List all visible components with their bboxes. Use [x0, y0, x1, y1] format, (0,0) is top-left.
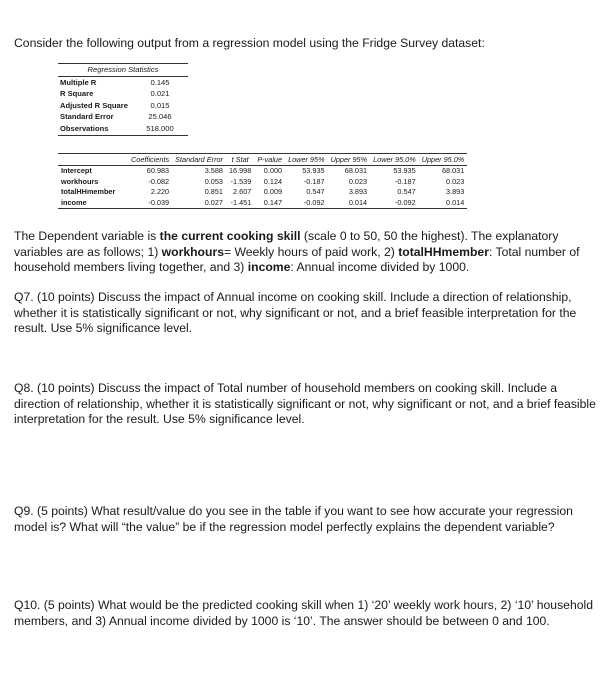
coef-header: t Stat: [226, 154, 254, 166]
stats-caption: Regression Statistics: [58, 64, 188, 77]
coef-cell: 0.053: [204, 176, 223, 186]
coef-row-label: Intercept: [61, 166, 92, 175]
coef-cell: -0.039: [128, 198, 172, 209]
coef-row: [58, 198, 467, 209]
coef-cell: 3.588: [204, 166, 223, 175]
coef-header: Upper 95.0%: [419, 154, 468, 166]
coef-cell: -0.092: [370, 198, 419, 209]
coef-header: Coefficients: [128, 154, 172, 166]
regression-statistics-table: [58, 63, 188, 136]
coef-cell: 2.607: [233, 187, 252, 196]
coef-row: [58, 177, 467, 188]
coef-cell: 68.031: [344, 166, 368, 175]
income-name: income: [247, 260, 291, 275]
coef-cell: 53.935: [302, 166, 325, 175]
stats-row: [58, 111, 188, 123]
question-7: Q7. (10 points) Discuss the impact of Annual income on cooking skill. Include a direction of relationship, whether it is statistically significant or not, why significant or not, and a brief feasible interpretation for the result. Use 5% significance level.: [14, 290, 577, 336]
coef-cell: 3.893: [446, 187, 465, 196]
coef-header: Lower 95%: [285, 154, 328, 166]
coef-header-blank: [58, 154, 128, 166]
coef-cell: -1.451: [226, 198, 254, 209]
stats-value: 0.145: [150, 77, 170, 87]
coef-cell: 0.014: [419, 198, 468, 209]
stats-label: Observations: [58, 123, 132, 135]
coef-cell: 0.000: [263, 166, 283, 175]
stats-label: Adjusted R Square: [60, 100, 128, 110]
coef-cell: 0.023: [446, 176, 465, 186]
coef-header: Standard Error: [172, 154, 226, 166]
description-text: (scale 0 to 50, 50 the highest). The explanatory variables are as follows; 1): [14, 229, 559, 259]
coef-cell: 0.009: [263, 187, 283, 196]
description-text: = Weekly hours of paid work, 2): [223, 244, 399, 259]
coef-row: [58, 187, 467, 198]
coef-cell: -0.187: [303, 176, 325, 186]
coef-cell: 68.031: [441, 166, 465, 175]
variable-description: [14, 229, 598, 276]
coef-cell: 53.935: [393, 166, 416, 175]
coef-cell: 0.147: [254, 198, 285, 209]
coef-row: [58, 166, 467, 177]
coef-cell: 0.023: [348, 176, 368, 186]
stats-value: 25.046: [148, 112, 172, 122]
stats-row: [58, 76, 188, 88]
description-text: The Dependent variable is: [14, 229, 160, 243]
stats-label: R Square: [60, 89, 94, 99]
stats-row: [58, 123, 188, 135]
coef-cell: 60.983: [146, 166, 170, 175]
question-9: Q9. (5 points) What result/value do you see in the table if you want to see how accurate your regression model is? What will “the value” be if the regression model perfectly explains the dependent variable?: [14, 504, 573, 534]
coef-header: Lower 95.0%: [370, 154, 419, 166]
coef-row-label: workhours: [61, 176, 99, 186]
coef-cell: 0.014: [328, 198, 371, 209]
workhours-name: workhours: [161, 244, 224, 259]
stats-value: 518.000: [132, 123, 188, 135]
question-10: Q10. (5 points) What would be the predicted cooking skill when 1) ‘20’ weekly work hours, 2) ‘10’ household members, and 3) Annual income divided by 1000 is ‘10’. The answer should be between 0 and 100.: [14, 598, 593, 628]
coef-cell: 0.027: [172, 198, 226, 209]
coef-cell: 0.851: [204, 187, 223, 196]
coef-header: Upper 95%: [328, 154, 371, 166]
stats-row: [58, 100, 188, 112]
stats-row: [58, 88, 188, 100]
coef-header: P-value: [254, 154, 285, 166]
stats-value: 0.015: [150, 100, 170, 110]
coef-cell: -0.082: [148, 176, 170, 186]
coef-cell: 0.124: [263, 176, 283, 186]
stats-label: Standard Error: [60, 112, 114, 122]
coef-cell: 0.547: [397, 187, 416, 196]
coef-cell: 2.220: [150, 187, 170, 196]
intro-text: Consider the following output from a regression model using the Fridge Survey dataset:: [14, 36, 485, 50]
coef-cell: 3.893: [348, 187, 368, 196]
coef-header-row: [58, 154, 467, 166]
stats-value: 0.021: [150, 89, 170, 99]
question-8: Q8. (10 points) Discuss the impact of Total number of household members on cooking skill. Include a direction of relationship, whether it is statistically significant or not, why significant or not, and a brief feasible interpretation for the result. Use 5% significance level.: [14, 381, 596, 427]
coef-row-label: income: [58, 198, 128, 209]
coef-row-label: totalHHmember: [61, 187, 116, 196]
coef-cell: -0.092: [285, 198, 328, 209]
coef-cell: 16.998: [228, 166, 252, 175]
coef-cell: 0.547: [306, 187, 325, 196]
description-text: : Total number of household members living together, and 3): [14, 244, 580, 275]
totalhhmember-name: totalHHmember: [398, 244, 489, 259]
coef-cell: -0.187: [394, 176, 416, 186]
dependent-variable-name: the current cooking skill: [159, 229, 301, 243]
coefficients-table: [58, 153, 467, 209]
stats-label: Multiple R: [60, 77, 97, 87]
description-text: : Annual income divided by 1000.: [290, 260, 470, 275]
coef-cell: -1.539: [230, 176, 252, 186]
